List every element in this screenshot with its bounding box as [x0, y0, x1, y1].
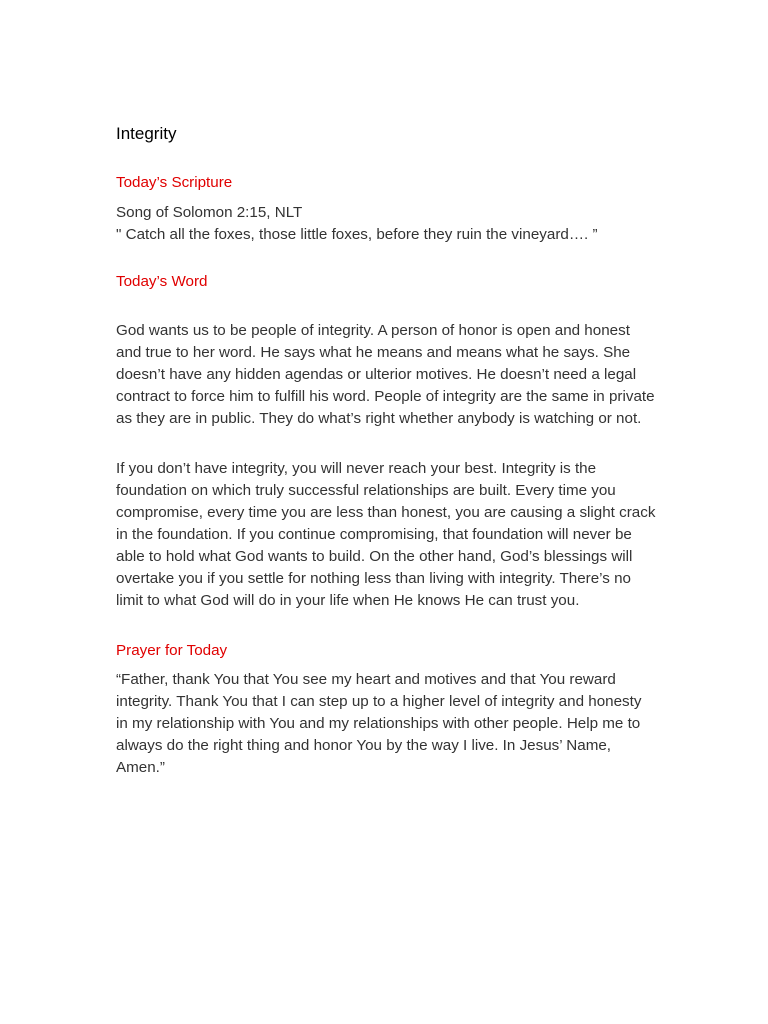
word-paragraph-2: If you don’t have integrity, you will never reach your best. Integrity is the foundation on which truly successful relationships are built. Every time you compromise, every time you are less than honest, you are causing a slight crack in the foundation. If you continue compromising, that foundation will never be able to hold what God wants to build. On the other hand, God’s blessings will overtake you if you settle for nothing less than living with integrity. There’s no limit to what God will do in your life when He knows He can trust you.: [116, 460, 656, 609]
word-paragraph-1: God wants us to be people of integrity. A person of honor is open and honest and true to her word. He says what he means and means what he says. She doesn’t have any hidden agendas or ulterior motives. He doesn’t need a legal contract to force him to fulfill his word. People of integrity are the same in private as they are in public. They do what’s right whether anybody is watching or not.: [116, 322, 655, 427]
scripture-verse: " Catch all the foxes, those little foxes, before they ruin the vineyard…. ”: [116, 226, 598, 243]
document-page: [116, 124, 656, 779]
prayer-heading: Prayer for Today: [116, 642, 228, 659]
word-heading: Today’s Word: [116, 273, 208, 290]
scripture-heading: Today’s Scripture: [116, 174, 233, 191]
prayer-text: “Father, thank You that You see my heart and motives and that You reward integrity. Thank You that I can step up to a higher level of integrity and honesty in my relationship with You and my relationships with other people. Help me to always do the right thing and honor You by the way I live. In Jesus’ Name, Amen.”: [116, 671, 642, 776]
scripture-reference: Song of Solomon 2:15, NLT: [116, 204, 303, 221]
document-title: Integrity: [116, 124, 177, 143]
